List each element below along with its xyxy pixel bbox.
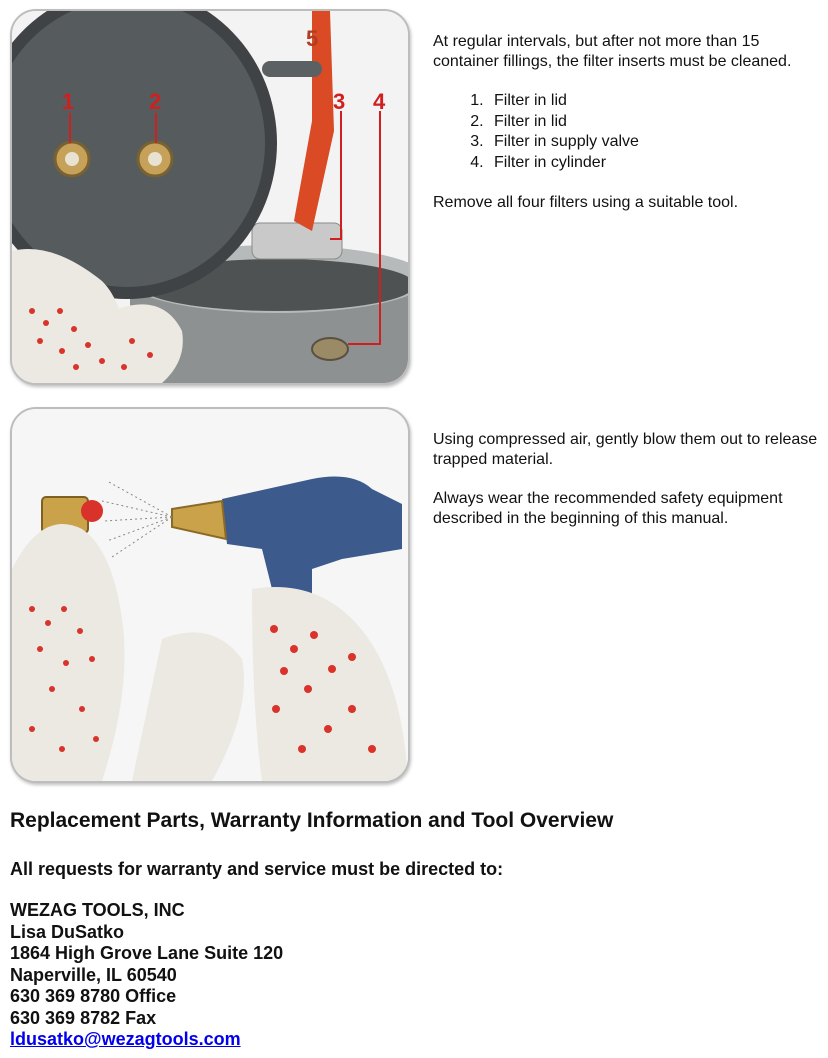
warranty-note: All requests for warranty and service must be directed to: <box>10 859 504 879</box>
fax-number: 630 369 8782 Fax <box>10 1007 157 1028</box>
company-name: WEZAG TOOLS, INC <box>10 900 185 920</box>
filter-list <box>433 91 825 173</box>
filter-locations-photo <box>10 9 410 385</box>
section-heading: Replacement Parts, Warranty Information and Tool Overview <box>10 809 614 832</box>
filter-item-4: 4. Filter in cylinder <box>488 153 825 174</box>
safety-equipment-text: Always wear the recommended safety equipment described in the beginning of this manual. <box>433 490 783 527</box>
air-gun-illustration <box>12 409 408 781</box>
callout-4: 4 <box>373 89 386 114</box>
callout-5: 5 <box>306 26 319 51</box>
contact-block <box>10 900 283 1051</box>
filter-cleaning-instructions <box>433 32 825 213</box>
filter-locations-illustration <box>12 11 408 383</box>
street-address: 1864 High Grove Lane Suite 120 <box>10 943 284 963</box>
filter-item-1: 1. Filter in lid <box>488 91 825 112</box>
contact-person: Lisa DuSatko <box>10 921 125 942</box>
filter-item-2: 2. Filter in lid <box>488 112 825 133</box>
office-phone: 630 369 8780 Office <box>10 986 177 1006</box>
city-state-zip: Naperville, IL 60540 <box>10 964 177 985</box>
callout-1: 1 <box>62 89 75 114</box>
remove-filters-text: Remove all four filters using a suitable tool. <box>433 194 739 211</box>
callout-2: 2 <box>149 89 162 114</box>
email-link[interactable]: ldusatko@wezagtools.com <box>10 1029 241 1049</box>
cleaning-interval-text: At regular intervals, but after not more than 15 container fillings, the filter inserts must be cleaned. <box>433 33 792 70</box>
blowing-filter-photo <box>10 407 410 783</box>
compressed-air-text: Using compressed air, gently blow them out to release trapped material. <box>433 431 818 468</box>
callout-3: 3 <box>333 89 346 114</box>
compressed-air-instructions <box>433 430 825 528</box>
filter-item-3: 3. Filter in supply valve <box>488 132 825 153</box>
